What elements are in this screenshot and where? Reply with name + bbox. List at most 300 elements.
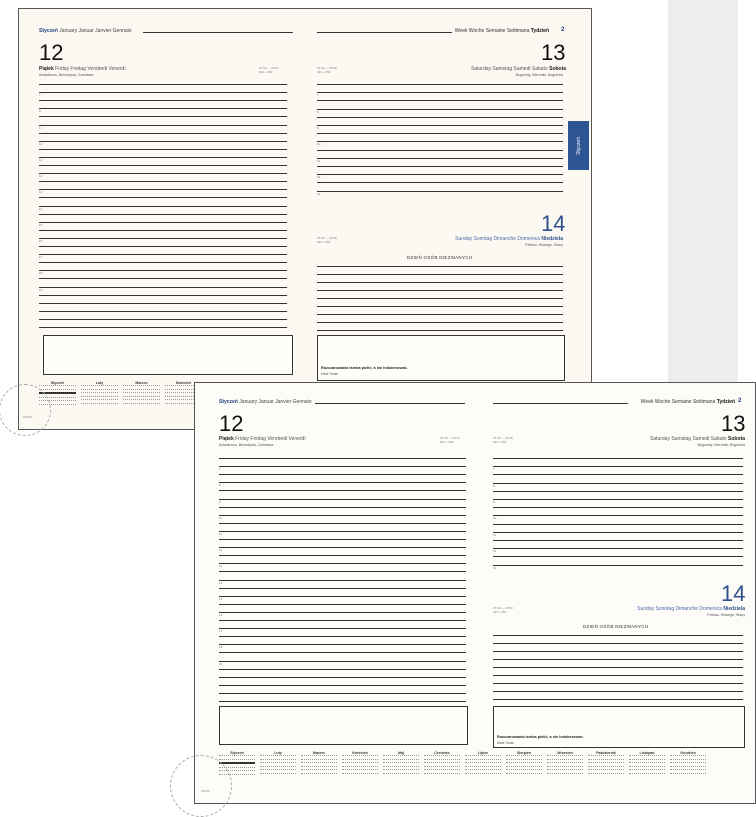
mini-calendar-row — [629, 769, 665, 770]
day-number-left: 12 — [39, 40, 64, 65]
mini-calendar-row — [301, 766, 337, 767]
hour-label: 13 — [219, 564, 223, 569]
mini-calendar-row — [547, 769, 583, 770]
mini-calendar-month — [506, 751, 542, 777]
day-name: Piątek — [219, 436, 234, 442]
hour-label: 11 — [493, 532, 497, 537]
writing-line — [493, 540, 743, 541]
writing-line — [219, 636, 466, 637]
mini-calendar-row — [506, 759, 542, 760]
day-of-year-sunday: 014 + 351 — [317, 240, 331, 244]
name-days-left: Arkadiusza, Benedykta, Czesława — [39, 73, 94, 77]
writing-line — [493, 651, 743, 652]
writing-line — [219, 555, 466, 556]
mini-calendar-month — [588, 751, 624, 777]
mini-calendar-row — [506, 769, 542, 770]
mini-calendar-month — [260, 751, 296, 777]
mini-calendar-row — [81, 396, 118, 397]
day-name-right — [471, 66, 567, 72]
mini-calendar-month — [424, 751, 460, 777]
writing-line — [39, 149, 287, 150]
day-name-sunday — [595, 606, 745, 612]
mini-calendar-row — [424, 773, 460, 774]
corner-curve — [0, 384, 51, 436]
hour-label: 10 — [39, 141, 43, 146]
hour-label: 18 — [39, 271, 43, 276]
mini-calendar-row — [383, 755, 419, 756]
day-name-right — [635, 436, 745, 442]
writing-line — [219, 531, 466, 532]
writing-line — [493, 548, 743, 549]
hour-label: 11 — [317, 158, 321, 163]
name-days-right: Bogumiły, Weroniki, Bogumila — [697, 443, 745, 447]
writing-line — [493, 635, 743, 636]
sun-times-right: 07:40 — 15:49 — [317, 66, 337, 70]
writing-line — [317, 182, 563, 183]
mini-calendar-title: Marzec — [135, 381, 148, 385]
mini-calendar-month — [465, 751, 501, 777]
writing-line — [39, 287, 287, 288]
name-days-sunday: Feliksa, Hilarego, Stacy — [707, 613, 745, 617]
mini-calendar-row — [547, 755, 583, 756]
quote-text: Rozczarowania trzeba pielić, a nie hołuberować. — [321, 366, 408, 370]
writing-line — [39, 181, 287, 182]
hour-label: 8 — [219, 483, 221, 488]
mini-calendar-title: Lipiec — [477, 751, 489, 755]
writing-line — [39, 125, 287, 126]
mini-calendar-row — [301, 769, 337, 770]
mini-calendar-month — [383, 751, 419, 777]
mini-calendar-row — [260, 769, 296, 770]
week-label: Tydzień — [716, 399, 735, 405]
hour-label: 13 — [317, 191, 321, 196]
writing-lines-sunday[interactable] — [317, 266, 563, 338]
day-name: Niedziela — [723, 606, 745, 612]
sun-times-left: 07:40 — 15:47 — [440, 436, 460, 440]
writing-line — [493, 466, 743, 467]
writing-line — [39, 230, 287, 231]
mini-calendar-row — [506, 755, 542, 756]
writing-line — [317, 166, 563, 167]
writing-line — [219, 547, 466, 548]
mini-calendar-month — [123, 381, 160, 407]
day-name: Sobota — [549, 66, 567, 72]
writing-lines-left[interactable] — [39, 84, 287, 335]
day-name-left — [39, 66, 126, 72]
mini-calendar-row — [301, 759, 337, 760]
writing-line — [317, 150, 563, 151]
mini-calendar-row — [506, 766, 542, 767]
mini-calendar-row — [465, 766, 501, 767]
mini-calendar-row — [123, 389, 160, 390]
mini-calendar-row — [39, 385, 76, 386]
day-name: Piątek — [39, 66, 54, 72]
writing-line — [219, 474, 466, 475]
writing-line — [219, 490, 466, 491]
mini-calendar-row — [39, 389, 76, 390]
mini-calendar-row — [506, 773, 542, 774]
week-header — [449, 28, 549, 34]
writing-line — [219, 612, 466, 613]
writing-line — [317, 84, 563, 85]
writing-line — [219, 701, 466, 702]
writing-line — [317, 92, 563, 93]
mini-calendar-row — [342, 773, 378, 774]
mini-calendar-row — [670, 755, 706, 756]
mini-calendar-row — [260, 773, 296, 774]
writing-line — [493, 683, 743, 684]
mini-calendar-row — [301, 773, 337, 774]
writing-line — [493, 556, 743, 557]
name-days-sunday: Feliksa, Hilarego, Stacy — [525, 243, 563, 247]
mini-calendar-title: Styczeń — [50, 381, 65, 385]
mini-calendar-month — [342, 751, 378, 777]
writing-line — [317, 100, 563, 101]
hour-label: 18 — [219, 645, 223, 650]
hour-label: 9 — [39, 125, 41, 130]
sun-times-left: 07:40 — 15:47 — [259, 66, 279, 70]
writing-line — [317, 109, 563, 110]
writing-line — [317, 158, 563, 159]
writing-line — [317, 117, 563, 118]
writing-line — [219, 580, 466, 581]
mini-calendar-row — [629, 766, 665, 767]
day-name-langs: Saturday Samstag Samedi Sabato — [471, 66, 548, 72]
writing-line — [493, 491, 743, 492]
writing-line — [219, 644, 466, 645]
writing-line — [39, 270, 287, 271]
day-of-year-sunday: 014 + 351 — [493, 610, 507, 614]
mini-calendar-row — [465, 773, 501, 774]
hour-label: 9 — [493, 500, 495, 504]
mini-calendar-row — [342, 766, 378, 767]
hour-label: 7 — [317, 93, 319, 98]
holiday-label: DZIEŃ OSÓB NIEZWANYCH — [407, 255, 473, 260]
mini-calendar-row — [123, 399, 160, 400]
writing-line — [219, 563, 466, 564]
writing-line — [39, 157, 287, 158]
mini-calendar-month — [547, 751, 583, 777]
writing-line — [39, 108, 287, 109]
hour-label: 17 — [219, 629, 223, 634]
writing-line — [39, 238, 287, 239]
hour-label: 17 — [39, 255, 43, 260]
writing-line — [219, 515, 466, 516]
mini-calendar-row — [465, 762, 501, 763]
writing-line — [39, 165, 287, 166]
week-langs: Week Woche Semaine Settimana — [454, 28, 530, 34]
writing-line — [219, 523, 466, 524]
writing-line — [493, 667, 743, 668]
mini-calendar-row — [301, 755, 337, 756]
hour-label: 12 — [317, 175, 321, 180]
mini-calendar-row — [670, 769, 706, 770]
week-number: 2 — [561, 27, 565, 33]
day-name: Sobota — [728, 436, 745, 442]
hour-label: 11 — [219, 531, 223, 536]
month-tab[interactable] — [568, 121, 589, 170]
week-number: 2 — [738, 398, 742, 404]
day-of-year-left: 012 + 353 — [440, 440, 454, 444]
writing-line — [219, 628, 466, 629]
writing-lines-right[interactable] — [317, 84, 563, 199]
writing-line — [39, 319, 287, 320]
week-header — [625, 399, 735, 405]
hour-label: 14 — [219, 580, 223, 585]
mini-calendar-title: Luty — [95, 381, 104, 385]
month-label: Styczeń — [39, 28, 58, 34]
day-name: Niedziela — [541, 236, 563, 242]
day-number-sunday: 14 — [541, 211, 566, 236]
hour-label: 10 — [317, 142, 321, 147]
writing-line — [317, 298, 563, 299]
writing-line — [39, 327, 287, 328]
writing-lines-right[interactable] — [493, 458, 743, 573]
mini-calendar-row — [670, 759, 706, 760]
holiday-label: DZIEŃ OSÓB NIEZWANYCH — [583, 624, 649, 629]
mini-calendar-row — [383, 762, 419, 763]
day-number-right: 13 — [721, 411, 746, 436]
mini-calendar-title: Maj — [398, 751, 404, 755]
mini-calendar-title: Wrzesień — [557, 751, 573, 755]
writing-line — [493, 643, 743, 644]
mini-calendar-row — [123, 403, 160, 404]
mini-calendar-row — [260, 766, 296, 767]
writing-lines-left[interactable] — [219, 458, 466, 709]
writing-line — [219, 596, 466, 597]
writing-line — [493, 499, 743, 500]
mini-calendar-row — [547, 773, 583, 774]
hour-label: 13 — [493, 565, 497, 570]
name-days-right: Bogumiły, Weroniki, Bogumila — [515, 73, 563, 77]
writing-line — [39, 303, 287, 304]
mini-calendar-row — [506, 762, 542, 763]
writing-line — [317, 314, 563, 315]
day-name-langs: Saturday Samstag Samedi Sabato — [649, 436, 727, 442]
quote-box — [317, 335, 565, 381]
mini-calendar-row — [424, 759, 460, 760]
writing-line — [493, 691, 743, 692]
month-langs: January Januar Janvier Gennaio — [59, 28, 132, 34]
mini-calendar-row — [383, 766, 419, 767]
writing-line — [219, 499, 466, 500]
month-tab-label: Styczeń — [575, 136, 582, 155]
writing-line — [219, 571, 466, 572]
mini-calendar-row — [670, 762, 706, 763]
writing-line — [317, 330, 563, 331]
day-name-sunday — [419, 236, 563, 242]
quote-text: Rozczarowania trzeba pielić, a nie hołuberować. — [497, 735, 584, 739]
writing-line — [39, 189, 287, 190]
mini-calendar-row — [81, 399, 118, 400]
writing-line — [317, 125, 563, 126]
day-number-left: 12 — [219, 411, 244, 436]
mini-calendar-row — [547, 762, 583, 763]
corner-mark: XX/XX — [23, 415, 32, 419]
quote-box — [493, 706, 745, 748]
hour-label: 11 — [39, 157, 43, 162]
writing-line — [493, 474, 743, 475]
writing-line — [317, 174, 563, 175]
writing-line — [219, 588, 466, 589]
writing-line — [219, 482, 466, 483]
day-number-sunday: 14 — [721, 581, 746, 606]
writing-line — [39, 295, 287, 296]
writing-line — [39, 173, 287, 174]
mini-calendar-row — [123, 385, 160, 386]
mini-calendar-row — [588, 755, 624, 756]
writing-line — [39, 222, 287, 223]
hour-label: 9 — [317, 126, 319, 130]
day-name-left — [219, 436, 306, 442]
mini-calendar-row — [629, 773, 665, 774]
writing-line — [39, 133, 287, 134]
mini-calendar-month — [629, 751, 665, 777]
writing-line — [39, 214, 287, 215]
mini-calendar-title: Luty — [274, 751, 282, 755]
hour-label: 8 — [39, 109, 41, 114]
mini-calendar-row — [123, 396, 160, 397]
mini-calendar-row — [588, 769, 624, 770]
writing-line — [493, 699, 743, 700]
writing-line — [219, 677, 466, 678]
writing-line — [493, 483, 743, 484]
mini-calendar-row — [342, 755, 378, 756]
writing-line — [39, 254, 287, 255]
writing-line — [317, 266, 563, 267]
writing-line — [219, 661, 466, 662]
writing-line — [493, 515, 743, 516]
writing-line — [219, 652, 466, 653]
mini-calendar-row — [424, 762, 460, 763]
hour-label: 19 — [39, 287, 43, 292]
hour-label: 15 — [39, 222, 43, 227]
header-rule — [315, 403, 465, 404]
writing-line — [219, 693, 466, 694]
mini-calendar-row — [588, 762, 624, 763]
mini-calendar-row — [588, 759, 624, 760]
mini-calendar-row — [547, 766, 583, 767]
mini-calendar-title: Sierpień — [516, 751, 532, 755]
writing-line — [317, 306, 563, 307]
hour-label: 16 — [219, 612, 223, 617]
hour-label: 7 — [219, 467, 221, 472]
writing-line — [219, 466, 466, 467]
header-rule — [143, 32, 293, 33]
day-of-year-left: 012 + 353 — [259, 70, 273, 74]
hour-label: 10 — [493, 516, 497, 521]
planner-spread-front — [194, 382, 756, 804]
writing-line — [493, 458, 743, 459]
month-langs: January Januar Janvier Gennaio — [239, 399, 312, 405]
hour-label: 7 — [493, 467, 495, 472]
mini-calendar-title: Kwiecień — [352, 751, 368, 755]
writing-line — [493, 532, 743, 533]
hour-label: 9 — [219, 499, 221, 504]
mini-calendar-row — [342, 762, 378, 763]
mini-calendar-row — [588, 773, 624, 774]
mini-calendar-month — [670, 751, 706, 777]
mini-calendar-title: Październik — [596, 751, 616, 755]
mini-calendar-title: Kwiecień — [175, 381, 192, 385]
mini-calendar-row — [81, 392, 118, 393]
writing-line — [39, 197, 287, 198]
writing-line — [317, 191, 563, 192]
mini-calendar-month — [301, 751, 337, 777]
mini-calendar-row — [383, 759, 419, 760]
notes-box[interactable] — [219, 706, 468, 745]
hour-label: 16 — [39, 238, 43, 243]
mini-calendar-row — [342, 769, 378, 770]
mini-calendar-row — [465, 755, 501, 756]
mini-calendar-row — [547, 759, 583, 760]
writing-line — [39, 141, 287, 142]
writing-line — [39, 262, 287, 263]
writing-line — [39, 100, 287, 101]
hour-label: 19 — [219, 661, 223, 666]
month-header — [39, 28, 132, 34]
mini-calendar-row — [465, 759, 501, 760]
week-langs: Week Woche Semaine Settimana — [640, 399, 716, 405]
writing-line — [493, 565, 743, 566]
hour-label: 12 — [493, 549, 497, 554]
writing-line — [39, 311, 287, 312]
mini-calendar-row — [424, 769, 460, 770]
writing-line — [493, 675, 743, 676]
hour-label: 7 — [39, 93, 41, 98]
writing-lines-sunday[interactable] — [493, 635, 743, 707]
writing-line — [219, 604, 466, 605]
writing-line — [317, 274, 563, 275]
mini-calendar-row — [383, 773, 419, 774]
writing-line — [219, 507, 466, 508]
mini-calendar-row — [670, 773, 706, 774]
quote-author: Mark Twain — [321, 372, 339, 376]
writing-line — [39, 278, 287, 279]
writing-line — [219, 620, 466, 621]
mini-calendar-row — [260, 759, 296, 760]
notes-box[interactable] — [43, 335, 293, 375]
mini-calendar-row — [383, 769, 419, 770]
hour-label: 12 — [219, 548, 223, 553]
mini-calendar-row — [629, 759, 665, 760]
mini-calendar-row — [588, 766, 624, 767]
mini-calendar-title: Grudzień — [680, 751, 696, 755]
week-label: Tydzień — [530, 28, 549, 34]
mini-calendar-row — [81, 389, 118, 390]
day-name-langs: Sunday Sonntag Dimanche Domenica — [455, 236, 540, 242]
mini-calendar-row — [629, 762, 665, 763]
mini-calendar-row — [342, 759, 378, 760]
name-days-left: Arkadiusza, Benedykta, Czesława — [219, 443, 274, 447]
mini-calendar-row — [670, 766, 706, 767]
mini-calendar-row — [260, 755, 296, 756]
writing-line — [317, 322, 563, 323]
mini-calendar-row — [465, 769, 501, 770]
writing-line — [493, 524, 743, 525]
writing-line — [493, 659, 743, 660]
day-name-langs: Sunday Sonntag Dimanche Domenica — [637, 606, 722, 612]
mini-calendar-row — [301, 762, 337, 763]
mini-calendar-row — [81, 403, 118, 404]
mini-calendar-row — [123, 392, 160, 393]
corner-curve — [170, 755, 232, 817]
writing-line — [39, 84, 287, 85]
writing-line — [317, 133, 563, 134]
writing-line — [317, 282, 563, 283]
header-rule — [493, 403, 628, 404]
mini-calendar-row — [219, 762, 255, 764]
